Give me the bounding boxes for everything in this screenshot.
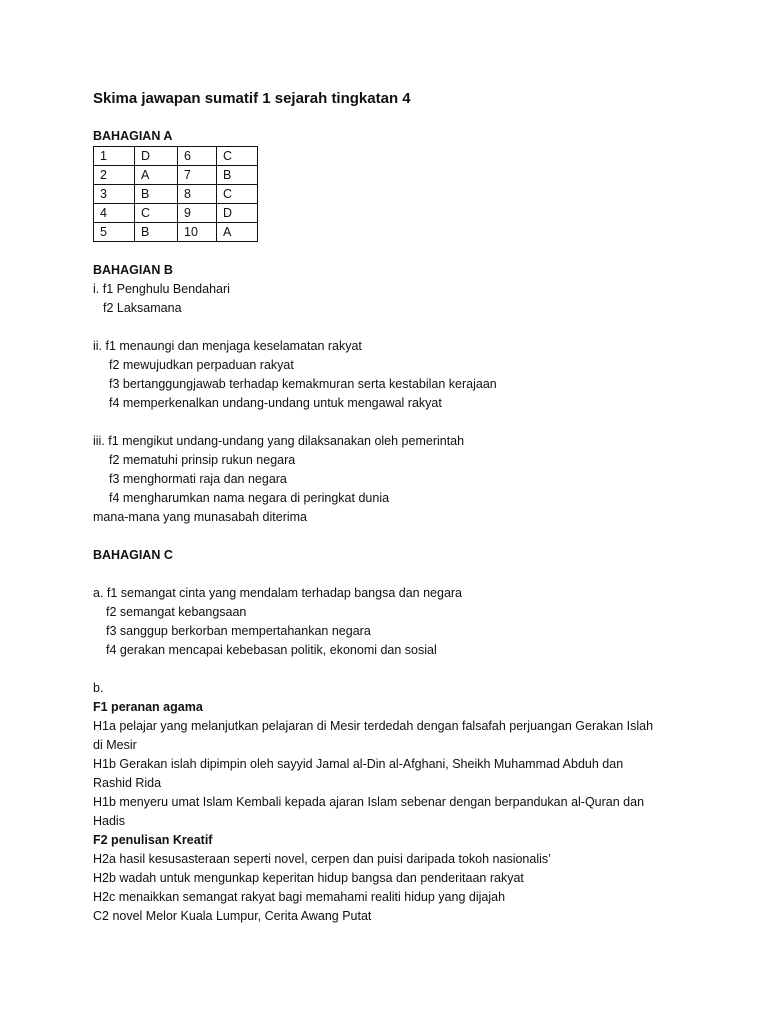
table-row: [94, 185, 258, 204]
section-b-heading: BAHAGIAN B: [93, 263, 173, 277]
answer-line: H2c menaikkan semangat rakyat bagi memahami realiti hidup yang dijajah: [93, 890, 506, 904]
spacer: [93, 413, 693, 432]
table-row: [94, 147, 258, 166]
table-cell: 9: [178, 204, 217, 223]
section-c-heading: BAHAGIAN C: [93, 548, 173, 562]
spacer: [93, 660, 693, 679]
table-cell: 7: [178, 166, 217, 185]
table-cell: C: [135, 204, 178, 223]
spacer: [93, 527, 693, 546]
answer-line: H1b Gerakan islah dipimpin oleh sayyid Jamal al-Din al-Afghani, Sheikh Muhammad Abduh dan: [93, 757, 624, 771]
answer-table: [93, 146, 258, 242]
answer-line: f4 mengharumkan nama negara di peringkat dunia: [109, 491, 390, 505]
answer-line: f2 mewujudkan perpaduan rakyat: [109, 358, 294, 372]
table-cell: B: [135, 185, 178, 204]
table-cell: 1: [94, 147, 135, 166]
section-a-heading: BAHAGIAN A: [93, 129, 173, 143]
table-cell: 6: [178, 147, 217, 166]
spacer: [93, 242, 693, 261]
answer-line: Rashid Rida: [93, 776, 162, 790]
table-cell: B: [135, 223, 178, 242]
f1-heading: F1 peranan agama: [93, 700, 203, 714]
spacer: [93, 565, 693, 584]
answer-line: i. f1 Penghulu Bendahari: [93, 282, 230, 296]
document-content: [93, 88, 693, 926]
answer-line: f3 sanggup berkorban mempertahankan negara: [106, 624, 371, 638]
answer-line: H2a hasil kesusasteraan seperti novel, cerpen dan puisi daripada tokoh nasionalis’: [93, 852, 551, 866]
document-title: Skima jawapan sumatif 1 sejarah tingkatan 4: [93, 90, 411, 107]
table-row: [94, 204, 258, 223]
table-cell: 3: [94, 185, 135, 204]
table-cell: C: [217, 185, 258, 204]
answer-line: H2b wadah untuk mengunkap keperitan hidup bangsa dan penderitaan rakyat: [93, 871, 524, 885]
answer-line: ii. f1 menaungi dan menjaga keselamatan rakyat: [93, 339, 362, 353]
table-cell: 8: [178, 185, 217, 204]
table-cell: D: [217, 204, 258, 223]
answer-line: f2 Laksamana: [103, 301, 182, 315]
table-cell: C: [217, 147, 258, 166]
table-cell: 2: [94, 166, 135, 185]
table-cell: A: [135, 166, 178, 185]
answer-line: iii. f1 mengikut undang-undang yang dilaksanakan oleh pemerintah: [93, 434, 465, 448]
table-cell: A: [217, 223, 258, 242]
table-cell: 5: [94, 223, 135, 242]
f2-heading: F2 penulisan Kreatif: [93, 833, 213, 847]
answer-line: C2 novel Melor Kuala Lumpur, Cerita Awang Putat: [93, 909, 372, 923]
table-cell: D: [135, 147, 178, 166]
question-b-label: b.: [93, 681, 104, 695]
answer-line: di Mesir: [93, 738, 137, 752]
table-cell: B: [217, 166, 258, 185]
table-cell: 10: [178, 223, 217, 242]
answer-line: H1b menyeru umat Islam Kembali kepada ajaran Islam sebenar dengan berpandukan al-Quran dan: [93, 795, 645, 809]
answer-note: mana-mana yang munasabah diterima: [93, 510, 308, 524]
spacer: [93, 318, 693, 337]
answer-line: H1a pelajar yang melanjutkan pelajaran di Mesir terdedah dengan falsafah perjuangan Gerakan Islah: [93, 719, 654, 733]
answer-line: f2 mematuhi prinsip rukun negara: [109, 453, 296, 467]
answer-line: f3 bertanggungjawab terhadap kemakmuran serta kestabilan kerajaan: [109, 377, 497, 391]
answer-line: f3 menghormati raja dan negara: [109, 472, 287, 486]
answer-line: f4 gerakan mencapai kebebasan politik, ekonomi dan sosial: [106, 643, 437, 657]
table-cell: 4: [94, 204, 135, 223]
answer-line: Hadis: [93, 814, 125, 828]
table-row: [94, 223, 258, 242]
table-row: [94, 166, 258, 185]
answer-line: a. f1 semangat cinta yang mendalam terhadap bangsa dan negara: [93, 586, 463, 600]
answer-line: f2 semangat kebangsaan: [106, 605, 247, 619]
answer-line: f4 memperkenalkan undang-undang untuk mengawal rakyat: [109, 396, 442, 410]
